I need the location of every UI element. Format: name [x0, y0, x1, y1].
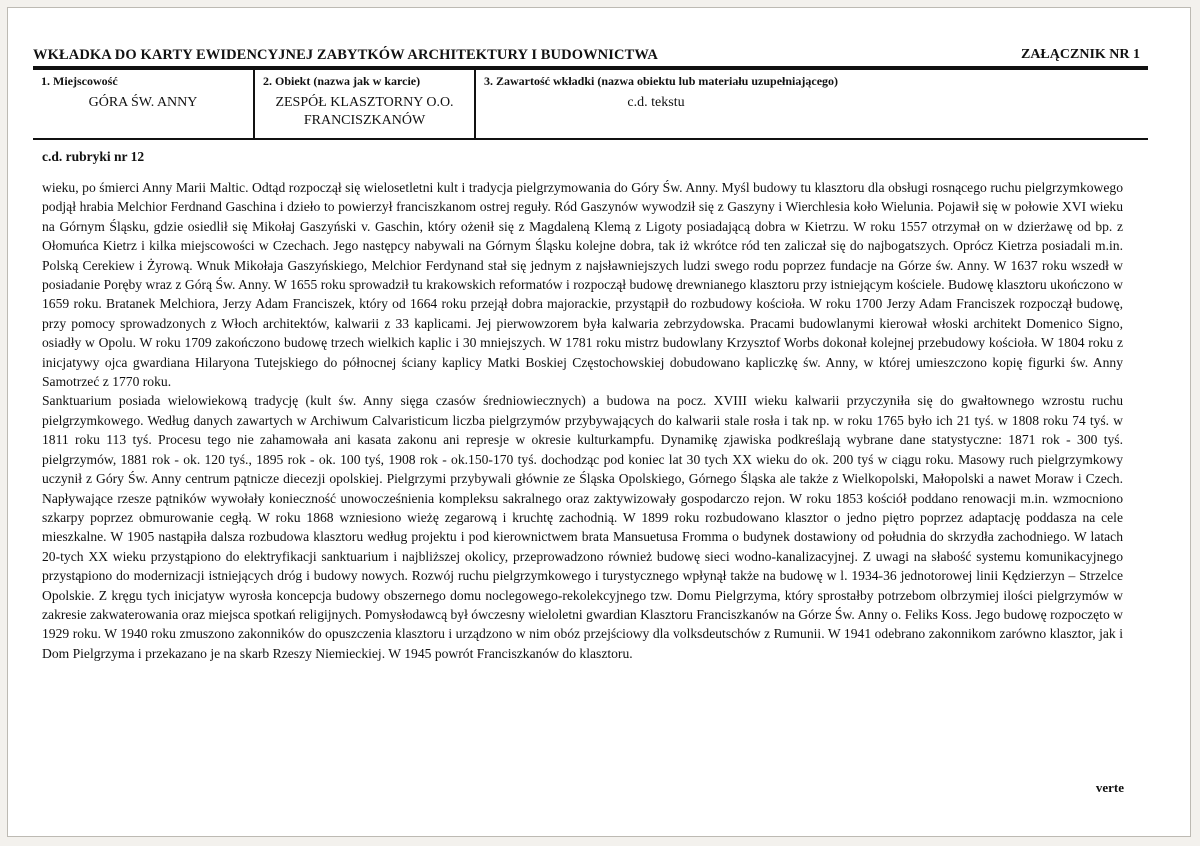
- body-text: [42, 178, 1123, 663]
- insert-contents-label: 3. Zawartość wkładki (nazwa obiektu lub materiału uzupełniającego): [484, 74, 839, 88]
- document-title: WKŁADKA DO KARTY EWIDENCYJNEJ ZABYTKÓW ARCHITEKTURY I BUDOWNICTWA: [33, 47, 658, 63]
- verte-note: verte: [1095, 780, 1124, 795]
- card-header: [33, 47, 1148, 67]
- object-label: 2. Obiekt (nazwa jak w karcie): [263, 74, 421, 88]
- insert-contents-value: c.d. tekstu: [627, 95, 685, 110]
- locality-field: [33, 70, 253, 138]
- object-value: ZESPÓŁ KLASZTORNY O.O. FRANCISZKANÓW: [275, 95, 454, 128]
- object-field: [253, 70, 474, 138]
- locality-label: 1. Miejscowość: [41, 74, 118, 88]
- fields-row: [33, 70, 1148, 140]
- locality-value: GÓRA ŚW. ANNY: [88, 95, 198, 110]
- annex-number: ZAŁĄCZNIK NR 1: [1020, 47, 1140, 62]
- section-heading: c.d. rubryki nr 12: [42, 149, 145, 164]
- body-paragraph: Sanktuarium posiada wielowiekową tradycję (kult św. Anny sięga czasów średniowiecznych) a budowa na pocz. XVIII wieku kalwarii przyczyniła się do gwałtownego wzrostu ruchu pielgrzymkowego. Według danych zawartych w Archiwum Calvaristicum liczba pielgrzymów przybywających do kalwarii stale rosła i tak np. w roku 1765 było ich 21 tyś. w 1808 roku 74 tyś. w 1811 roku 113 tyś. Procesu tego nie zahamowała ani kasata zakonu ani represje w okresie kulturkampfu. Dynamikę zjawiska podkreślają wybrane dane statystyczne: 1871 rok - 300 tyś. pielgrzymów, 1881 rok - ok. 120 tyś., 1895 rok - ok. 100 tyś, 1908 rok - ok.150-170 tyś. dochodząc pod koniec lat 30 tych XX wieku do ok. 200 tyś w ciągu roku. Masowy ruch pielgrzymkowy uczynił z Góry Św. Anny centrum pątnicze diecezji opolskiej. Pielgrzymi przybywali głównie ze Śląska Opolskiego, Górnego Śląska ale także z Wielkopolski, Małopolski a nawet Moraw i Czech. Napływające rzesze pątników wywołały konieczność unowocześnienia kompleksu sakralnego oraz zaktywizowały gospodarczo rejon. W roku 1853 kościół poddano renowacji m.in. wzmocniono szkarpy poprzez obmurowanie cegłą. W roku 1868 wzniesiono wieżę zegarową i kruchtę zachodnią. W 1899 roku rozbudowano klasztor o jedno piętro poprzez adaptację poddasza na cele mieszkalne. W 1905 nastąpiła dalsza rozbudowa klasztoru według projektu i pod kierownictwem brata Mansuetusa Fromma o budynek dostawiony od południa do skrzydła zachodniego. W latach 20-tych XX wieku przystąpiono do elektryfikacji sanktuarium i najbliższej okolicy, przeprowadzono również budowę sieci wodno-kanalizacyjnej. Z uwagi na słabość systemu komunikacyjnego przystąpiono do modernizacji istniejących dróg i budowy nowych. Rozwój ruchu pielgrzymkowego i turystycznego wpłynął także na budowę w l. 1934-36 jednotorowej linii Kędzierzyn – Strzelce Opolskie. Z kręgu tych inicjatyw wyrosła koncepcja budowy obszernego domu noclegowego-rekolekcyjnego tzw. Domu Pielgrzyma, który sprostałby potrzebom olbrzymiej ilości pielgrzymów w zakresie zakwaterowania oraz miejsca spotkań religijnych. Pomysłodawcą był ówczesny wieloletni gwardian Klasztoru Franciszkanów na Górze Św. Anny o. Feliks Koss. Jego budowę rozpoczęto w 1929 roku. W 1940 roku zmuszono zakonników do opuszczenia klasztoru i urządzono w nim obóz przejściowy dla volksdeutschów z Rumunii. W 1941 odebrano zakonnikom zarówno klasztor, jak i Dom Pielgrzyma i przekazano je na skarb Rzeszy Niemieckiej. W 1945 powrót Franciszkanów do klasztoru.: [42, 393, 1123, 661]
- body-paragraph: wieku, po śmierci Anny Marii Maltic. Odtąd rozpoczął się wielosetletni kult i tradycja pielgrzymowania do Góry Św. Anny. Myśl budowy tu klasztoru dla obsługi rosnącego ruchu pielgrzymkowego podjął hrabia Melchior Ferdnand Gaschina i dzieło to powierzył franciszkanom ostrej reguły. Ród Gaszynów wywodził się z Gaszyny i Wierchlesia koło Wielunia. Pojawił się w połowie XVI wieku na Górnym Śląsku, gdzie osiedlił się Mikołaj Gaszyński v. Gaschin, który ożenił się z Magdaleną Klemą z Ligoty posiadającą dobra w Kietrzu. W roku 1557 otrzymał on w dzierżawę od bp. z Ołomuńca Kietrz i kilka miejscowości w Czechach. Jego następcy nabywali na Górnym Śląsku kolejne dobra, tak iż wkrótce ród ten zaliczał się do najbogatszych. Oprócz Kietrza posiadali m.in. Polską Cerekiew i Żyrową. Wnuk Mikołaja Gaszyńskiego, Melchior Ferdynand stał się jednym z najsławniejszych ludzi swego rodu poprzez fundacje na Górze św. Anny. W 1637 roku wszedł w posiadanie Poręby wraz z Górą Św. Anny. W 1655 roku sprowadził tu krakowskich reformatów i rozpoczął budowę drewnianego klasztoru przy istniejącym kościele. Budowę klasztoru ukończono w 1659 roku. Bratanek Melchiora, Jerzy Adam Franciszek, który od 1664 roku przejął dobra majorackie, przystąpił do rozbudowy kościoła. W roku 1700 Jerzy Adam Franciszek rozpoczął budowę, przy pomocy sprowadzonych z Włoch architektów, kalwarii z 33 kaplicami. Jej pierwowzorem była kalwaria zebrzydowska. Pracami budowlanymi kierował włoski architekt Domenico Signo, osiadły w Opolu. W roku 1709 zakończono budowę trzech wielkich kaplic i 30 mniejszych. W 1781 roku mistrz budowlany Krzysztof Worbs dokonał kolejnej przebudowy kościoła. W 1804 roku z inicjatywy ojca gwardiana Hilaryona Tutejskiego do północnej ściany kaplicy Matki Boskiej Częstochowskiej dobudowano kapliczkę św. Anny, w której umieszczono kopię figurki św. Anny Samotrzeć z 1770 roku.: [42, 180, 1123, 390]
- insert-contents-field: [474, 70, 1148, 138]
